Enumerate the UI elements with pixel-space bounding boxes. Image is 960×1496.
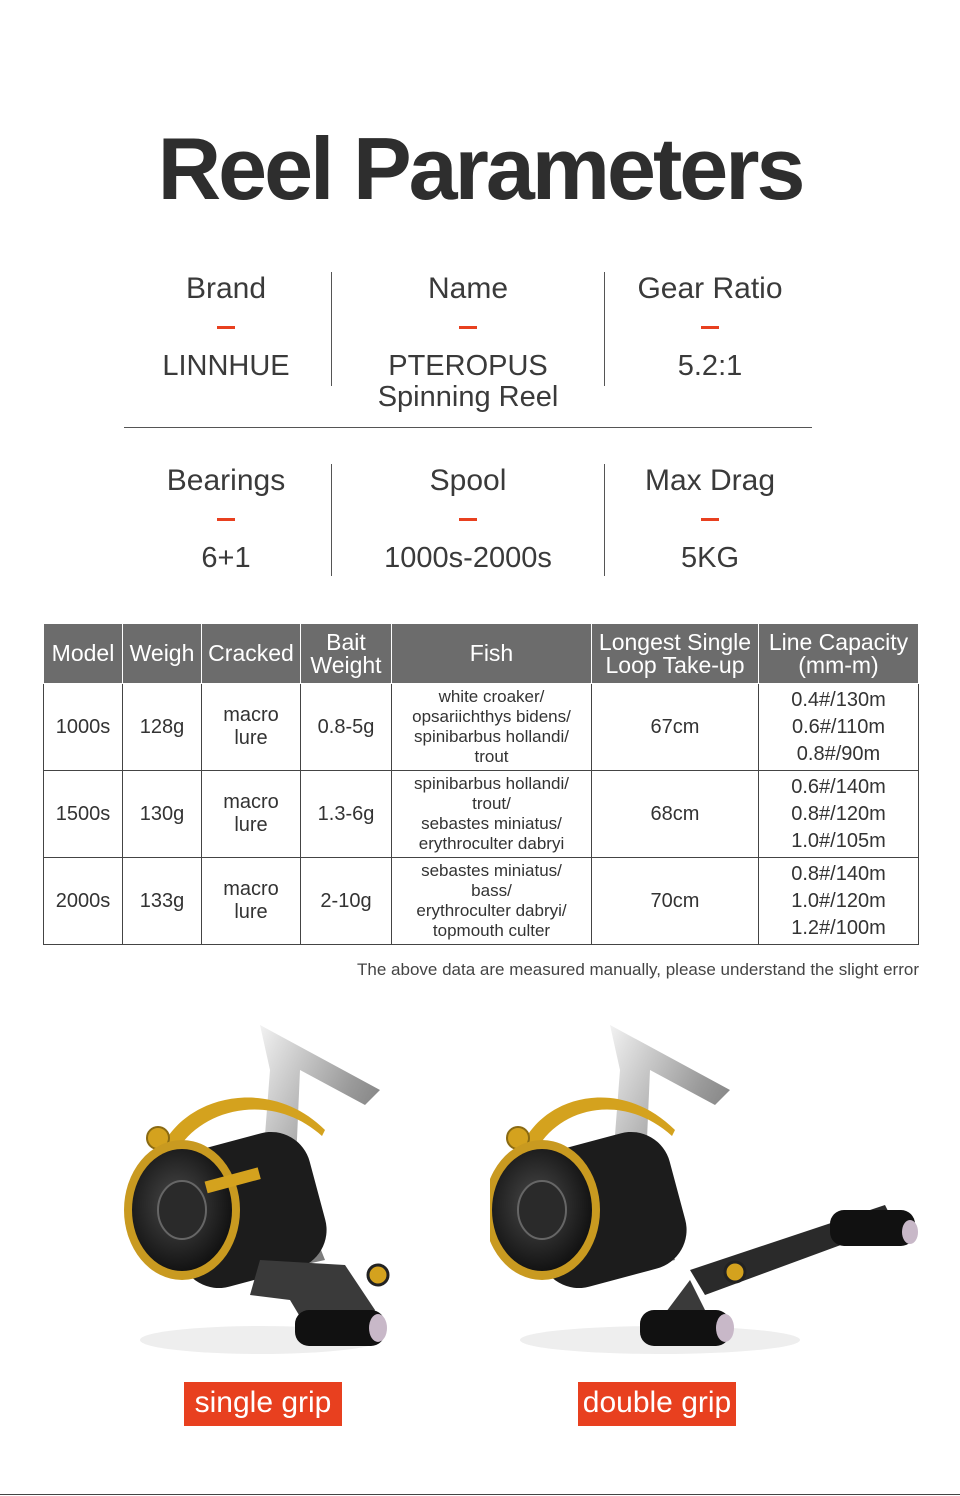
table-row [44,771,919,858]
cell-weigh: 130g [123,771,202,858]
param-label: Bearings [166,464,286,497]
table-row [44,684,919,771]
bottom-divider [0,1494,960,1495]
accent-dash [459,518,477,521]
column-header: Cracked [202,624,301,684]
cell-loop: 67cm [592,684,759,771]
table-row [44,858,919,945]
spec-table [43,623,919,945]
cell-capacity: 0.6#/140m 0.8#/120m 1.0#/105m [759,771,919,858]
column-header: Bait Weight [301,624,392,684]
param-brand [126,272,326,382]
param-bearings [126,464,326,574]
cell-loop: 68cm [592,771,759,858]
accent-dash [459,326,477,329]
divider [604,272,605,386]
param-value: 1000s-2000s [384,542,552,574]
cell-bait: 1.3-6g [301,771,392,858]
double-grip-label: double grip [578,1382,736,1426]
cell-cracked: macro lure [202,684,301,771]
param-name [336,272,600,413]
cell-model: 1000s [44,684,123,771]
divider [604,464,605,576]
param-spool [336,464,600,574]
param-value: LINNHUE [162,350,290,382]
measurement-note: The above data are measured manually, please understand the slight error [357,960,919,979]
cell-model: 2000s [44,858,123,945]
cell-bait: 0.8-5g [301,684,392,771]
cell-capacity: 0.4#/130m 0.6#/110m 0.8#/90m [759,684,919,771]
cell-loop: 70cm [592,858,759,945]
cell-fish: white croaker/ opsariichthys bidens/ spinibarbus hollandi/ trout [392,684,592,771]
param-label: Gear Ratio [637,272,783,305]
divider [331,464,332,576]
column-header: Line Capacity (mm-m) [759,624,919,684]
param-label: Max Drag [644,464,776,497]
table-header-row [44,624,919,684]
column-header: Weigh [123,624,202,684]
cell-fish: spinibarbus hollandi/ trout/ sebastes miniatus/ erythroculter dabryi [392,771,592,858]
param-label: Name [427,272,509,305]
cell-fish: sebastes miniatus/ bass/ erythroculter dabryi/ topmouth culter [392,858,592,945]
single-grip-reel-image [110,1010,410,1370]
param-value: PTEROPUS Spinning Reel [377,350,559,413]
divider [331,272,332,386]
param-gear-ratio [610,272,810,382]
param-value: 5.2:1 [677,350,743,382]
cell-weigh: 133g [123,858,202,945]
param-value: 5KG [680,542,740,574]
cell-model: 1500s [44,771,123,858]
param-max-drag [610,464,810,574]
param-label: Brand [185,272,267,305]
column-header: Fish [392,624,592,684]
accent-dash [701,326,719,329]
single-grip-label: single grip [184,1382,342,1426]
param-value: 6+1 [201,542,251,574]
accent-dash [217,518,235,521]
cell-weigh: 128g [123,684,202,771]
cell-cracked: macro lure [202,858,301,945]
accent-dash [701,518,719,521]
column-header: Longest Single Loop Take-up [592,624,759,684]
divider [124,427,812,428]
cell-capacity: 0.8#/140m 1.0#/120m 1.2#/100m [759,858,919,945]
param-label: Spool [429,464,507,497]
cell-cracked: macro lure [202,771,301,858]
page-title: Reel Parameters [157,119,803,218]
accent-dash [217,326,235,329]
column-header: Model [44,624,123,684]
double-grip-reel-image [490,1010,930,1370]
cell-bait: 2-10g [301,858,392,945]
